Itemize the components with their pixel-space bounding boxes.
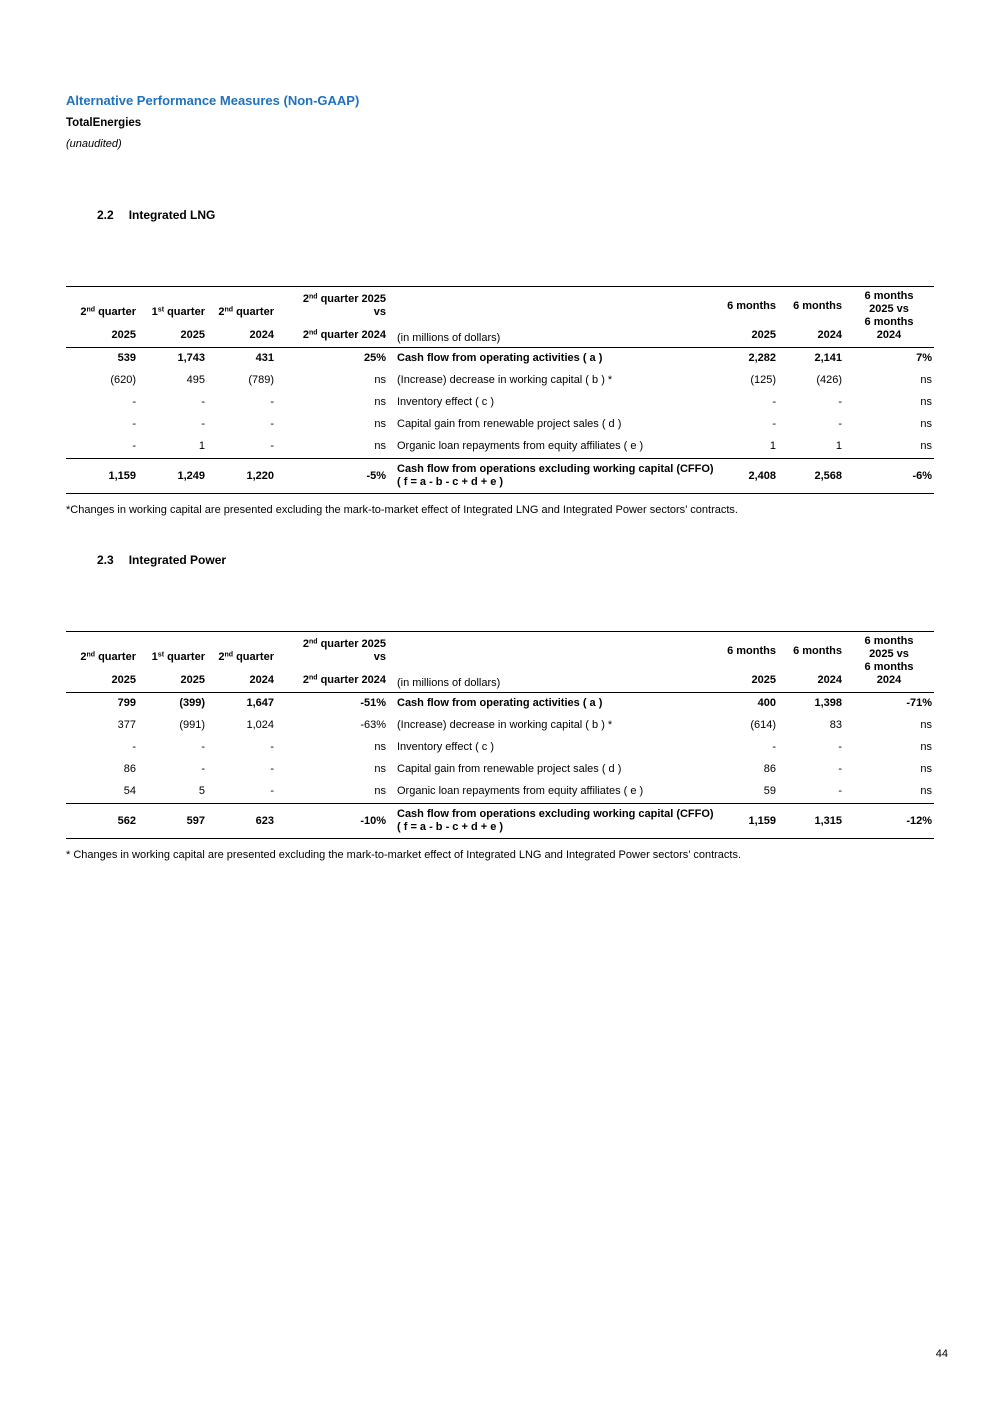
cell-6m-2025: (125) — [750, 374, 776, 386]
header-line: 6 months — [864, 661, 914, 673]
section-title: Integrated Power — [128, 553, 227, 567]
hdr-txt: 2 — [80, 306, 87, 318]
header-line — [138, 306, 205, 319]
header-line — [207, 651, 274, 664]
cell-6m-2024: 2,568 — [778, 459, 844, 494]
cell-qoq-change: ns — [374, 440, 386, 452]
table-row — [66, 414, 934, 436]
section-integrated-power — [66, 553, 934, 862]
cell-qoq-change: -51% — [360, 697, 386, 709]
header-line: (in millions of dollars) — [397, 332, 501, 344]
cell-6m-change: ns — [920, 396, 932, 408]
header-line: 2024 — [249, 329, 274, 341]
cell-6m-2025: 59 — [763, 785, 776, 797]
hdr-txt: quarter — [164, 651, 205, 663]
cell-q2-2024: - — [270, 741, 274, 753]
cell-6m-2025: 1 — [769, 440, 776, 452]
cell-6m-2025: 86 — [763, 763, 776, 775]
hdr-txt: 2 — [218, 651, 225, 663]
hdr-sup: nd — [308, 329, 318, 337]
cell-label: Cash flow from operating activities ( a ) — [397, 697, 603, 709]
cell-q2-2024: - — [270, 440, 274, 452]
cell-6m-change: 7% — [916, 352, 932, 364]
cell-q2-2024: 431 — [255, 352, 274, 364]
section-title: Integrated LNG — [128, 208, 216, 222]
col-header-6m-2025 — [714, 632, 778, 693]
cell-q2-2025: 1,159 — [66, 459, 138, 494]
cell-label: Cash flow from operations excluding working capital (CFFO) ( f = a - b - c + d + e ) — [388, 804, 714, 839]
header-line: 6 months — [727, 300, 776, 312]
header-line — [207, 306, 274, 319]
cell-q1-2025: - — [201, 418, 205, 430]
cell-q2-2024: 1,024 — [246, 719, 274, 731]
hdr-txt: quarter 2024 — [317, 674, 386, 686]
cell-q1-2025: - — [201, 741, 205, 753]
footnote: *Changes in working capital are presented excluding the mark-to-market effect of Integrated LNG and Integrated Power sectors’ contracts. — [66, 504, 738, 516]
cell-6m-change: -71% — [906, 697, 932, 709]
cell-6m-2024: 1,315 — [778, 804, 844, 839]
cell-q2-2025: - — [132, 741, 136, 753]
table-row — [66, 781, 934, 804]
header-line — [66, 306, 136, 319]
cell-6m-change: -6% — [844, 459, 934, 494]
integrated-power-table — [66, 631, 934, 839]
cell-6m-2025: 2,408 — [714, 459, 778, 494]
cell-q2-2024: - — [270, 418, 274, 430]
hdr-sup: nd — [86, 306, 96, 314]
header-line: 6 months — [793, 645, 842, 657]
header-line: 6 months — [864, 635, 914, 647]
cell-6m-2025: 2,282 — [748, 352, 776, 364]
table-row — [66, 348, 934, 371]
hdr-sup: st — [157, 306, 165, 314]
header-line: 2025 — [111, 674, 136, 686]
section-number: 2.2 — [97, 208, 114, 222]
cell-q1-2025: 597 — [138, 804, 207, 839]
header-line: 2025 — [751, 674, 776, 686]
cell-6m-2024: 1 — [835, 440, 842, 452]
cell-6m-2024: (426) — [816, 374, 842, 386]
table-total-row — [66, 804, 934, 839]
cell-6m-change: ns — [920, 374, 932, 386]
cell-6m-2025: 400 — [757, 697, 776, 709]
col-header-unit — [388, 287, 714, 348]
cell-q1-2025: - — [201, 396, 205, 408]
footnote: * Changes in working capital are presented excluding the mark-to-market effect of Integrated LNG and Integrated Power sectors’ contracts. — [66, 849, 742, 861]
integrated-lng-table — [66, 286, 934, 494]
cell-q1-2025: 5 — [198, 785, 205, 797]
cell-6m-2025: - — [772, 396, 776, 408]
cell-qoq-change: -10% — [276, 804, 388, 839]
header-line — [66, 651, 136, 664]
hdr-txt: quarter — [95, 651, 136, 663]
hdr-txt: 2 — [218, 306, 225, 318]
cell-6m-2025: (614) — [750, 719, 776, 731]
col-header-qoq-change — [276, 287, 388, 348]
hdr-txt: quarter 2024 — [317, 329, 386, 341]
section-heading — [97, 553, 934, 567]
cell-q1-2025: 495 — [186, 374, 205, 386]
cell-qoq-change: ns — [374, 785, 386, 797]
cell-label: (Increase) decrease in working capital ( b ) * — [397, 719, 613, 731]
hdr-sup: nd — [86, 651, 96, 659]
cell-q2-2025: 562 — [66, 804, 138, 839]
header-line: 2025 — [111, 329, 136, 341]
header-line: 2024 — [817, 329, 842, 341]
cell-6m-2024: - — [838, 741, 842, 753]
cell-label: (Increase) decrease in working capital ( b ) * — [397, 374, 613, 386]
cell-6m-2024: - — [838, 763, 842, 775]
header-line: 2025 — [180, 329, 205, 341]
hdr-sup: nd — [308, 638, 318, 646]
header-line: 2024 — [249, 674, 274, 686]
cell-6m-2025: - — [772, 418, 776, 430]
table-row — [66, 759, 934, 781]
section-number: 2.3 — [97, 553, 114, 567]
table-row — [66, 392, 934, 414]
hdr-txt: quarter 2025 — [317, 638, 386, 650]
header-line: 6 months — [864, 316, 914, 328]
cell-6m-2024: - — [838, 396, 842, 408]
cell-label: Cash flow from operating activities ( a ) — [397, 352, 603, 364]
hdr-sup: nd — [224, 306, 234, 314]
cell-q2-2024: - — [270, 763, 274, 775]
cell-q1-2025: (399) — [179, 697, 205, 709]
cell-6m-change: ns — [920, 440, 932, 452]
col-header-q2-2025 — [66, 632, 138, 693]
header-line: 6 months — [793, 300, 842, 312]
cell-q1-2025: 1 — [198, 440, 205, 452]
table-header-row — [66, 632, 934, 693]
header-line: 2025 — [180, 674, 205, 686]
cell-q2-2024: - — [270, 785, 274, 797]
header-line — [276, 638, 386, 651]
table-row — [66, 715, 934, 737]
document-title: Alternative Performance Measures (Non-GAAP) — [66, 93, 360, 108]
hdr-txt: 2 — [80, 651, 87, 663]
table-row — [66, 737, 934, 759]
col-header-6m-change — [844, 632, 934, 693]
header-line — [138, 651, 205, 664]
cell-label: Organic loan repayments from equity affiliates ( e ) — [397, 785, 644, 797]
cell-qoq-change: ns — [374, 396, 386, 408]
table-header-row — [66, 287, 934, 348]
header-line: 2025 vs — [869, 303, 909, 315]
hdr-txt: 1 — [151, 306, 158, 318]
cell-6m-change: ns — [920, 741, 932, 753]
header-line: 6 months — [864, 290, 914, 302]
cell-6m-2024: - — [838, 418, 842, 430]
cell-q1-2025: 1,249 — [138, 459, 207, 494]
cell-q2-2025: (620) — [110, 374, 136, 386]
cell-label: Inventory effect ( c ) — [397, 396, 495, 408]
hdr-txt: 2 — [302, 674, 309, 686]
hdr-txt: quarter — [164, 306, 205, 318]
hdr-sup: nd — [308, 674, 318, 682]
col-header-q2-2024 — [207, 287, 276, 348]
header-line: vs — [373, 306, 386, 318]
cell-label: Inventory effect ( c ) — [397, 741, 495, 753]
cell-q2-2025: 54 — [123, 785, 136, 797]
cell-qoq-change: -5% — [276, 459, 388, 494]
col-header-6m-2025 — [714, 287, 778, 348]
header-line — [276, 329, 386, 342]
cell-q2-2024: (789) — [248, 374, 274, 386]
header-line: 2024 — [876, 329, 902, 341]
table-row — [66, 436, 934, 459]
cell-q2-2024: - — [270, 396, 274, 408]
cell-qoq-change: ns — [374, 763, 386, 775]
col-header-6m-change — [844, 287, 934, 348]
header-line: (in millions of dollars) — [397, 677, 501, 689]
cell-6m-2024: 2,141 — [814, 352, 842, 364]
header-line: 6 months — [727, 645, 776, 657]
cell-label: Organic loan repayments from equity affiliates ( e ) — [397, 440, 644, 452]
cell-6m-2024: - — [838, 785, 842, 797]
col-header-q2-2024 — [207, 632, 276, 693]
section-heading — [97, 208, 934, 222]
header-line: 2025 vs — [869, 648, 909, 660]
col-header-qoq-change — [276, 632, 388, 693]
hdr-txt: 1 — [151, 651, 158, 663]
header-line: 2024 — [817, 674, 842, 686]
hdr-txt: quarter — [95, 306, 136, 318]
hdr-txt: quarter — [233, 306, 274, 318]
hdr-sup: nd — [224, 651, 234, 659]
cell-6m-2024: 83 — [829, 719, 842, 731]
header-line — [276, 674, 386, 687]
cell-q2-2024: 1,220 — [207, 459, 276, 494]
cell-qoq-change: ns — [374, 741, 386, 753]
cell-qoq-change: -63% — [360, 719, 386, 731]
hdr-sup: nd — [308, 293, 318, 301]
section-integrated-lng — [66, 208, 934, 517]
header-line: vs — [373, 651, 386, 663]
cell-q2-2025: - — [132, 418, 136, 430]
hdr-sup: st — [157, 651, 165, 659]
col-header-6m-2024 — [778, 287, 844, 348]
col-header-q2-2025 — [66, 287, 138, 348]
cell-q1-2025: - — [201, 763, 205, 775]
table-total-row — [66, 459, 934, 494]
col-header-unit — [388, 632, 714, 693]
cell-q2-2024: 623 — [207, 804, 276, 839]
col-header-q1-2025 — [138, 287, 207, 348]
hdr-txt: 2 — [302, 329, 309, 341]
hdr-txt: 2 — [302, 638, 309, 650]
cell-label: Capital gain from renewable project sales ( d ) — [397, 418, 622, 430]
cell-qoq-change: ns — [374, 418, 386, 430]
hdr-txt: quarter — [233, 651, 274, 663]
cell-label: Cash flow from operations excluding working capital (CFFO) ( f = a - b - c + d + e ) — [388, 459, 714, 494]
hdr-txt: 2 — [302, 293, 309, 305]
cell-6m-2024: 1,398 — [814, 697, 842, 709]
cell-q1-2025: 1,743 — [177, 352, 205, 364]
header-line — [276, 293, 386, 306]
cell-6m-change: ns — [920, 418, 932, 430]
cell-q2-2025: 377 — [117, 719, 136, 731]
cell-q2-2025: 539 — [117, 352, 136, 364]
cell-q2-2024: 1,647 — [246, 697, 274, 709]
col-header-q1-2025 — [138, 632, 207, 693]
cell-qoq-change: 25% — [363, 352, 386, 364]
cell-6m-2025: 1,159 — [714, 804, 778, 839]
cell-qoq-change: ns — [374, 374, 386, 386]
cell-q2-2025: - — [132, 440, 136, 452]
audit-note: (unaudited) — [66, 138, 122, 150]
cell-q2-2025: - — [132, 396, 136, 408]
cell-6m-2025: - — [772, 741, 776, 753]
col-header-6m-2024 — [778, 632, 844, 693]
cell-6m-change: ns — [920, 719, 932, 731]
page-number: 44 — [935, 1348, 948, 1360]
cell-q1-2025: (991) — [179, 719, 205, 731]
cell-label: Capital gain from renewable project sales ( d ) — [397, 763, 622, 775]
cell-q2-2025: 86 — [123, 763, 136, 775]
hdr-txt: quarter 2025 — [317, 293, 386, 305]
cell-6m-change: -12% — [844, 804, 934, 839]
cell-6m-change: ns — [920, 763, 932, 775]
cell-6m-change: ns — [920, 785, 932, 797]
company-name: TotalEnergies — [66, 117, 142, 129]
cell-q2-2025: 799 — [117, 697, 136, 709]
header-line: 2025 — [751, 329, 776, 341]
header-line: 2024 — [876, 674, 902, 686]
table-row — [66, 693, 934, 716]
table-row — [66, 370, 934, 392]
